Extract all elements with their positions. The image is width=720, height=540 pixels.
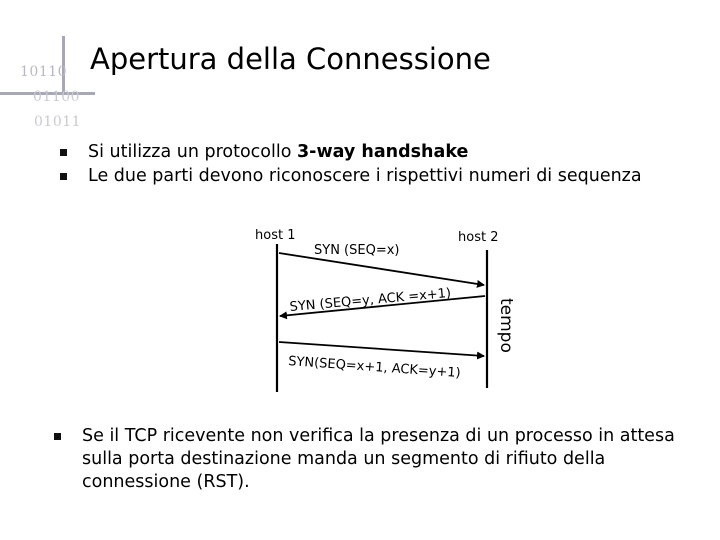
message-label-2: SYN (SEQ=y, ACK =x+1) [289,285,452,315]
bullet-text: Se il TCP ricevente non verifica la presenza di un processo in attesa sulla porta destinazione manda un segmento di rifiuto della connessione (RST). [82,426,675,492]
message-arrow-3 [279,342,484,356]
message-label-1: SYN (SEQ=x) [314,243,400,258]
host2-label: host 2 [458,230,499,245]
bullet-item [58,425,698,494]
message-label-3: SYN(SEQ=x+1, ACK=y+1) [287,354,462,382]
bullet-square-icon [54,433,61,440]
bullet-text: Si utilizza un protocollo [88,142,297,162]
bullet-bold-text: 3-way handshake [297,142,469,162]
bottom-bullet [58,425,698,494]
bullet-text: Le due parti devono riconoscere i rispettivi numeri di sequenza [88,166,642,186]
logo-binary-line: 10110 [20,64,68,80]
logo-binary-line: 01100 [33,89,81,105]
host1-label: host 1 [255,228,296,243]
slide-title: Apertura della Connessione [90,42,491,76]
time-axis-label: tempo [496,298,516,353]
logo-binary-line: 01011 [34,114,82,130]
